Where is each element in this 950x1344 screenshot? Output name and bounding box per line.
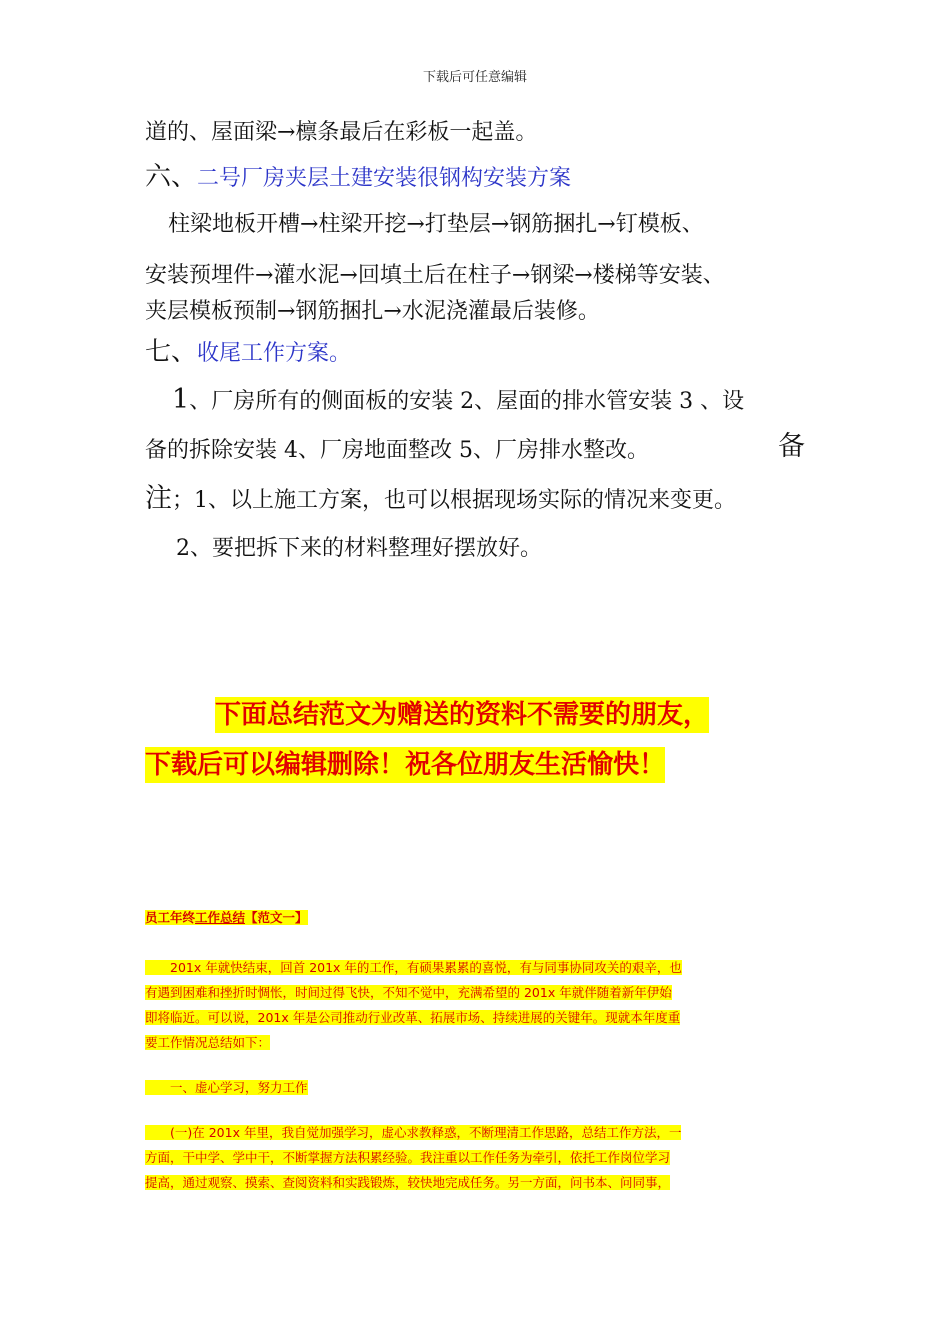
section-7-line-2: 备的拆除安装 4、厂房地面整改 5、厂房排水整改。 [145,438,649,463]
spacer [145,930,805,955]
sample-title-part-2: 【范文一】 [245,910,308,925]
sample-title [145,905,805,930]
note-label-char-1: 备 [778,431,805,462]
sample-essay [145,905,805,1195]
sample-p2-text-2: 方面，干中学、学中干，不断掌握方法积累经验。我注重以工作任务为牵引，依托工作岗位学习 [145,1150,671,1165]
notice-line-2: 下载后可以编辑删除！祝各位朋友生活愉快！ [145,747,665,783]
sample-heading-1-text: 一、虚心学习，努力工作 [145,1080,308,1095]
sample-p1-line [145,955,805,980]
section-6-line-1: 柱梁地板开槽→柱梁开挖→打垫层→钢筋捆扎→钉模板、 [168,212,704,237]
section-7-heading [145,337,351,369]
sample-p1-line [145,1005,805,1030]
sample-p1-line [145,980,805,1005]
sample-p2-line [145,1120,805,1145]
notice-line-1: 下面总结范文为赠送的资料不需要的朋友， [215,697,709,733]
sample-heading-1 [145,1075,805,1100]
sample-p2-line [145,1145,805,1170]
sample-p1-text-4: 要工作情况总结如下： [145,1035,271,1050]
sample-p1-text-3: 即将临近。可以说，201x 年是公司推动行业改革、拓展市场、持续进展的关键年。现就本年度重 [145,1010,681,1025]
section-7-item-1-text: 、厂房所有的侧面板的安装 2、屋面的排水管安装 3 、设 [189,389,745,414]
sample-title-part-1: 员工年终 [145,910,196,925]
body-line-1: 道的、屋面梁→檩条最后在彩板一起盖。 [145,120,538,145]
note-item-2: 2、要把拆下来的材料整理好摆放好。 [176,536,542,561]
section-7-title-end: 。 [329,341,352,366]
sample-p1-text-2: 有遇到困难和挫折时惆怅，时间过得飞快，不知不觉中，充满希望的 201x 年就伴随着新年伊始 [145,985,672,1000]
note-label-char-2: 注 [145,483,172,514]
sample-p1-text-1: 201x 年就快结束，回首 201x 年的工作，有硕果累累的喜悦，有与同事协同攻关的艰辛，也 [145,960,682,975]
section-7-item-1-num: 1 [172,384,190,415]
section-6-heading [145,162,571,194]
note-item-1: ；1、以上施工方案，也可以根据现场实际的情况来变更。 [172,488,736,513]
note-line [145,484,736,516]
sample-title-link[interactable]: 工作总结 [195,910,246,925]
section-6-number: 六、 [145,162,198,192]
section-6-line-2: 安装预埋件→灌水泥→回填土后在柱子→钢梁→楼梯等安装、 [145,263,725,288]
sample-p2-text-3: 提高，通过观察、摸索、查阅资料和实践锻炼，较快地完成任务。另一方面，问书本、问同事， [145,1175,671,1190]
spacer [145,1055,805,1075]
section-6-title: 二号厂房夹层土建安装很钢构安装方案 [197,166,572,191]
sample-p2-line [145,1170,805,1195]
sample-p2-text-1: (一)在 201x 年里，我自觉加强学习，虚心求教释惑，不断理清工作思路，总结工作方法，一 [145,1125,682,1140]
spacer [145,1100,805,1120]
sample-p1-line [145,1030,805,1055]
section-7-title: 收尾工作方案 [197,341,330,366]
section-7-line-1 [172,385,744,417]
section-7-number: 七、 [145,337,198,367]
section-6-line-3: 夹层模板预制→钢筋捆扎→水泥浇灌最后装修。 [145,299,600,324]
page-header: 下载后可任意编辑 [422,70,527,85]
